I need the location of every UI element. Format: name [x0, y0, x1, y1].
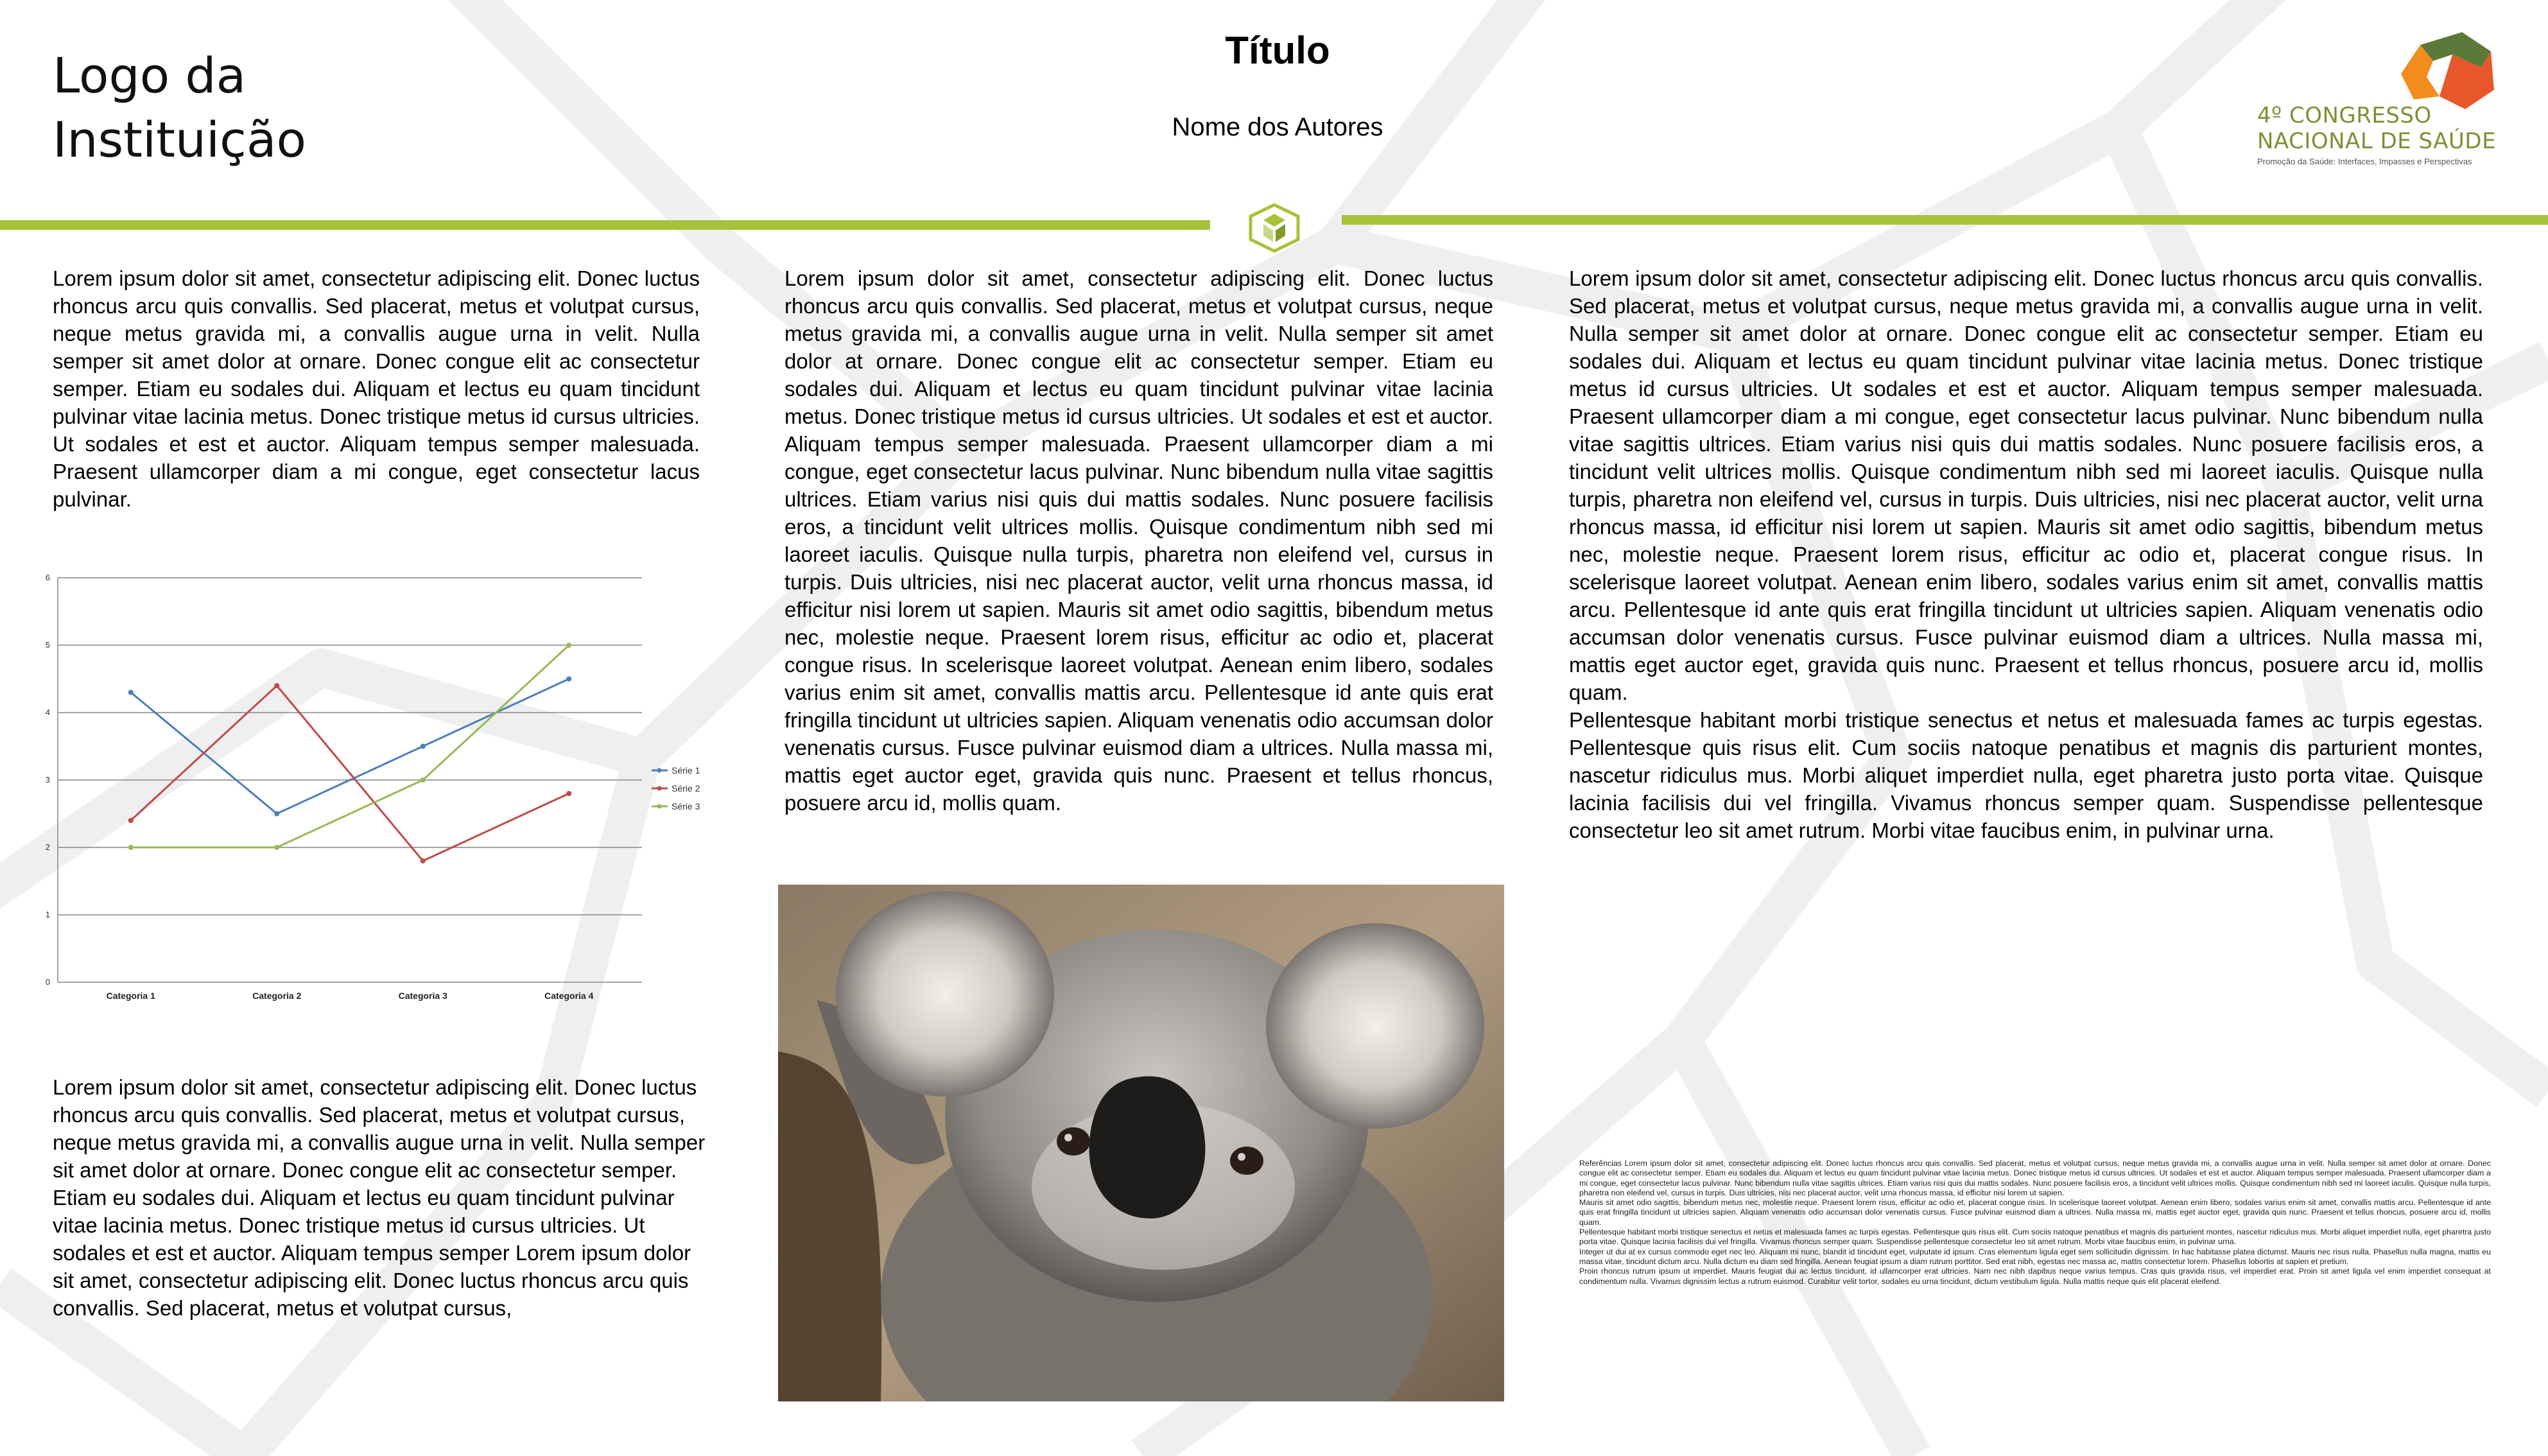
- chart-legend-marker: [657, 786, 662, 791]
- references-paragraph-4: Integer ut dui at ex cursus commodo eget nec leo. Aliquam mi nunc, blandit id tincidunt eget, vulputate id ipsum. Cras elementum ligula eget sem sollicitudin dignissim. In hac habitasse platea dictumst. Mauris nec risus nulla. Phasellus nulla magna, mattis eu massa vitae, tincidunt dictum arcu. Nulla dictum eu diam sed fringilla. Aenean feugiat ipsum a diam rutrum porttitor. Sed erat nibh, egestas nec massa ac, mattis consectetur lorem. Phasellus lobortis at sapien et pretium.: [1579, 1247, 2491, 1266]
- references-paragraph-3: Pellentesque habitant morbi tristique senectus et netus et malesuada fames ac turpis egestas. Pellentesque quis risus elit. Cum sociis natoque penatibus et magnis dis parturient montes, nascetur ridiculus mus. Morbi aliquet imperdiet nulla, eget pharetra justo porta vitae. Quisque lacinia facilisis dui vel fringilla. Vivamus rhoncus semper quam. Suspendisse pellentesque consectetur leo sit amet rutrum. Morbi vitae faucibus enim, in pulvinar urna.: [1579, 1227, 2491, 1247]
- column3-paragraph-1: Lorem ipsum dolor sit amet, consectetur adipiscing elit. Donec luctus rhoncus arcu quis convallis. Sed placerat, metus et volutpat cursus, neque metus gravida mi, a convallis augue urna in velit. Nulla semper sit amet dolor at ornare. Donec congue elit ac consectetur semper. Etiam eu sodales dui. Aliquam et lectus eu quam tincidunt pulvinar vitae lacinia metus. Donec tristique metus id cursus ultricies. Ut sodales et est et auctor. Aliquam tempus semper malesuada. Praesent ullamcorper diam a mi congue, eget consectetur lacus pulvinar. Nunc bibendum nulla vitae sagittis ultrices. Etiam varius nisi quis dui mattis sodales. Nunc posuere facilisis eros, a tincidunt velit ultrices mollis. Quisque condimentum nibh sed mi laoreet iaculis. Quisque nulla turpis, pharetra non eleifend vel, cursus in turpis. Duis ultricies, nisi nec placerat auctor, velit urna rhoncus massa, id efficitur nisi lorem ut sapien. Mauris sit amet odio sagittis, bibendum metus nec, molestie neque. Praesent lorem risus, efficitur ac odio et, placerat congue risus. In scelerisque laoreet volutpat. Aenean enim libero, sodales varius enim sit amet, convallis mattis arcu. Pellentesque id ante quis erat fringilla tincidunt ut ultricies sapien. Aliquam venenatis odio accumsan dolor venenatis cursus. Fusce pulvinar euismod diam a ultrices. Nulla massa mi, mattis eget auctor eget, gravida quis nunc. Praesent et tellus rhoncus, posuere arcu id, mollis quam.: [1569, 266, 2483, 704]
- congress-name-line2: NACIONAL DE SAÚDE: [2257, 128, 2497, 154]
- center-emblem-icon: [1245, 202, 1303, 254]
- chart-data-point: [420, 744, 426, 749]
- references-paragraph-2: Mauris sit amet odio sagittis, bibendum metus nec, molestie neque. Praesent lorem risus, efficitur ac odio et, placerat congue risus. In scelerisque laoreet volutpat. Aenean enim libero, sodales varius enim sit amet, convallis mattis arcu. Pellentesque id ante quis erat fringilla tincidunt ut ultricies sapien. Aliquam venenatis odio accumsan dolor venenatis cursus. Fusce pulvinar euismod diam a ultrices. Nulla massa mi, mattis eget auctor eget, gravida quis nunc. Praesent et tellus rhoncus, posuere arcu id, mollis quam.: [1579, 1198, 2491, 1227]
- chart-legend-label: Série 3: [672, 801, 700, 811]
- chart-y-tick-label: 6: [45, 573, 50, 582]
- column3-paragraph-2: Pellentesque habitant morbi tristique senectus et netus et malesuada fames ac turpis egestas. Pellentesque quis risus elit. Cum sociis natoque penatibus et magnis dis parturient montes, nascetur ridiculus mus. Morbi aliquet imperdiet nulla, eget pharetra justo porta vitae. Quisque lacinia facilisis dui vel fringilla. Vivamus rhoncus semper quam. Suspendisse pellentesque consectetur leo sit amet rutrum. Morbi vitae faucibus enim, in pulvinar urna.: [1569, 708, 2483, 842]
- chart-data-point: [274, 811, 279, 817]
- header-divider-left: [0, 220, 1210, 230]
- chart-legend-label: Série 2: [672, 783, 700, 793]
- chart-y-tick-label: 4: [45, 707, 50, 717]
- chart-series-line: [131, 686, 569, 861]
- chart-y-tick-label: 5: [45, 640, 50, 650]
- column3-text: [1569, 264, 2483, 844]
- chart-x-tick-labels: [107, 991, 594, 1001]
- institution-logo-placeholder: Logo da Instituição: [53, 47, 307, 168]
- chart-x-tick-label: Categoria 2: [252, 991, 302, 1001]
- chart-x-tick-label: Categoria 3: [398, 991, 447, 1001]
- congress-logo: [2247, 26, 2517, 186]
- chart-data-point: [274, 683, 279, 688]
- column1-top-paragraph: Lorem ipsum dolor sit amet, consectetur adipiscing elit. Donec luctus rhoncus arcu quis convallis. Sed placerat, metus et volutpat cursus, neque metus gravida mi, a convallis augue urna in velit. Nulla semper sit amet dolor at ornare. Donec congue elit ac consectetur semper. Etiam eu sodales dui. Aliquam et lectus eu quam tincidunt pulvinar vitae lacinia metus. Donec tristique metus id cursus ultricies. Ut sodales et est et auctor. Aliquam tempus semper malesuada. Praesent ullamcorper diam a mi congue, eget consectetur lacus pulvinar.: [53, 266, 700, 511]
- chart-data-point: [128, 690, 134, 695]
- chart-data-point: [128, 818, 134, 823]
- chart-data-point: [274, 845, 279, 850]
- chart-y-tick-label: 3: [45, 775, 50, 784]
- chart-data-point: [128, 845, 134, 850]
- congress-name-line1: 4º CONGRESSO: [2257, 103, 2432, 128]
- chart-data-point: [420, 858, 426, 863]
- references-paragraph-1: Referências Lorem ipsum dolor sit amet, consectetur adipiscing elit. Donec luctus rhoncus arcu quis convallis. Sed placerat, metus et volutpat cursus, neque metus gravida mi, a convallis augue urna in velit. Nulla semper sit amet dolor at ornare. Donec congue elit ac consectetur semper. Etiam eu sodales dui. Aliquam et lectus eu quam tincidunt pulvinar vitae lacinia metus. Donec tristique metus id cursus ultricies. Ut sodales et est et auctor. Aliquam tempus semper malesuada. Praesent ullamcorper diam a mi congue, eget consectetur lacus pulvinar. Nunc bibendum nulla vitae sagittis ultrices. Etiam varius nisi quis dui mattis sodales. Nunc posuere facilisis eros, a tincidunt velit ultrices mollis. Quisque condimentum nibh sed mi laoreet iaculis. Quisque nulla turpis, pharetra non eleifend vel, cursus in turpis. Duis ultricies, nisi nec placerat auctor, velit urna rhoncus massa, id efficitur nisi lorem ut sapien.: [1579, 1159, 2491, 1197]
- congress-tagline: Promoção da Saúde: Interfaces, Impasses e Perspectivas: [2257, 157, 2472, 166]
- chart-series-line: [131, 679, 569, 814]
- chart-series-lines: [128, 643, 572, 863]
- chart-legend-label: Série 1: [672, 765, 700, 776]
- column1-bottom-paragraph: Lorem ipsum dolor sit amet, consectetur adipiscing elit. Donec luctus rhoncus arcu quis convallis. Sed placerat, metus et volutpat cursus, neque metus gravida mi, a convallis augue urna in velit. Nulla semper sit amet dolor at ornare. Donec congue elit ac consectetur semper. Etiam eu sodales dui. Aliquam et lectus eu quam tincidunt pulvinar vitae lacinia metus. Donec tristique metus id cursus ultricies. Ut sodales et est et auctor. Aliquam tempus semper Lorem ipsum dolor sit amet, consectetur adipiscing elit. Donec luctus rhoncus arcu quis convallis. Sed placerat, metus et volutpat cursus,: [53, 1075, 706, 1320]
- chart-x-tick-label: Categoria 4: [544, 991, 594, 1001]
- chart-y-tick-labels: [46, 573, 50, 987]
- chart-data-point: [566, 643, 571, 648]
- column2-paragraph: Lorem ipsum dolor sit amet, consectetur adipiscing elit. Donec luctus rhoncus arcu quis convallis. Sed placerat, metus et volutpat cursus, neque metus gravida mi, a convallis augue urna in velit. Nulla semper sit amet dolor at ornare. Donec congue elit ac consectetur semper. Etiam eu sodales dui. Aliquam et lectus eu quam tincidunt pulvinar vitae lacinia metus. Donec tristique metus id cursus ultricies. Ut sodales et est et auctor. Aliquam tempus semper malesuada. Praesent ullamcorper diam a mi congue, eget consectetur lacus pulvinar. Nunc bibendum nulla vitae sagittis ultrices. Etiam varius nisi quis dui mattis sodales. Nunc posuere facilisis eros, a tincidunt velit ultrices mollis. Quisque condimentum nibh sed mi laoreet iaculis. Quisque nulla turpis, pharetra non eleifend vel, cursus in turpis. Duis ultricies, nisi nec placerat auctor, velit urna rhoncus massa, id efficitur nisi lorem ut sapien. Mauris sit amet odio sagittis, bibendum metus nec, molestie neque. Praesent lorem risus, efficitur ac odio et, placerat congue risus. In scelerisque laoreet volutpat. Aenean enim libero, sodales varius enim sit amet, convallis mattis arcu. Pellentesque id ante quis erat fringilla tincidunt ut ultricies sapien. Aliquam venenatis odio accumsan dolor venenatis cursus. Fusce pulvinar euismod diam a ultrices. Nulla massa mi, mattis eget auctor eget, gravida quis nunc. Praesent et tellus rhoncus, posuere arcu id, mollis quam.: [784, 266, 1493, 815]
- line-chart: [39, 565, 719, 1014]
- authors-line: Nome dos Autores: [1172, 113, 1383, 141]
- references-paragraph-5: Proin rhoncus rutrum ipsum ut imperdiet. Mauris feugiat dui ac lectus tincidunt, id ullamcorper erat ultricies. Nam nec nibh dapibus neque varius tempus. Cras quis gravida risus, vel imperdiet erat. Proin sit amet ligula vel enim imperdiet consequat at condimentum nulla. Vivamus dignissim lectus a rutrum euismod. Curabitur velit tortor, sodales eu urna tincidunt, dictum vestibulum ligula. Nulla mattis neque quis elit placerat eleifend.: [1579, 1267, 2491, 1286]
- chart-data-point: [566, 791, 571, 796]
- chart-legend: [652, 765, 700, 811]
- chart-legend-marker: [657, 804, 662, 809]
- congress-name: [2257, 103, 2496, 154]
- chart-legend-marker: [657, 768, 662, 773]
- chart-y-tick-label: 2: [45, 842, 50, 852]
- chart-y-tick-label: 1: [45, 910, 50, 919]
- chart-data-point: [420, 777, 426, 783]
- header-divider-right: [1342, 215, 2548, 225]
- references-block: [1579, 1159, 2491, 1287]
- chart-x-tick-label: Categoria 1: [106, 991, 155, 1001]
- poster-title: Título: [1225, 29, 1330, 72]
- chart-y-tick-label: 0: [45, 977, 50, 987]
- koala-photo: [778, 885, 1504, 1401]
- chart-data-point: [566, 677, 571, 682]
